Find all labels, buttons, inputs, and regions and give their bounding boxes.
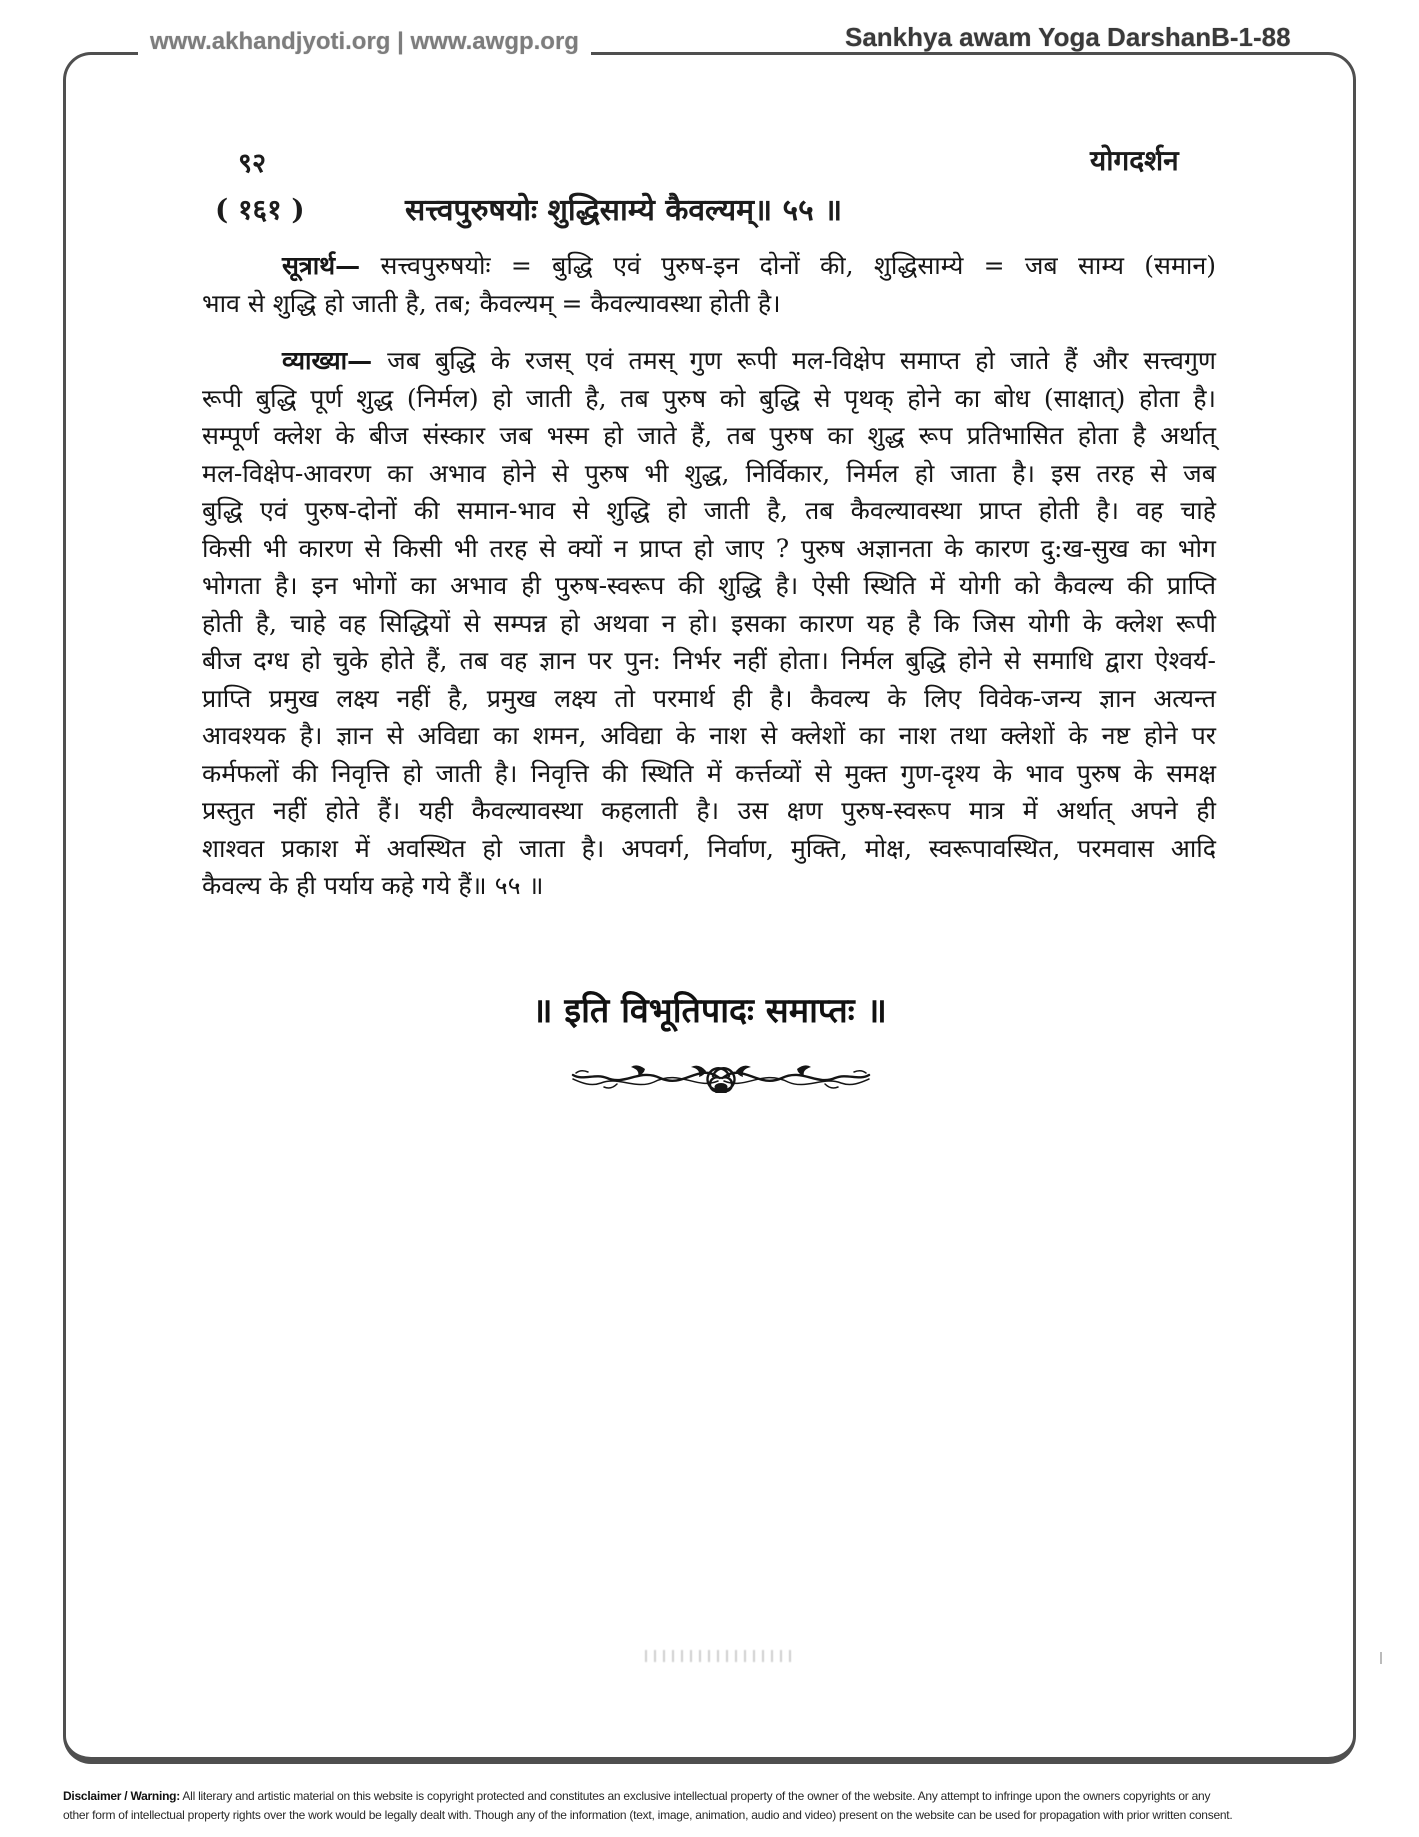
sutrartha-paragraph (202, 247, 1216, 322)
print-through-mark (1380, 1652, 1382, 1664)
text-line: किसी भी कारण से किसी भी तरह से क्यों न प्राप्त हो जाए ? पुरुष अज्ञानता के कारण दु:ख-सुख का भोग (202, 533, 1216, 563)
vyakhya-paragraph (202, 342, 1216, 905)
paragraph-label: सूत्रार्थ— (282, 251, 361, 280)
chapter-closing-line: ॥ इति विभूतिपादः समाप्तः ॥ (532, 991, 887, 1031)
text-line: बुद्धि एवं पुरुष-दोनों की समान-भाव से शुद्धि हो जाती है, तब कैवल्यावस्था प्राप्त होती है। वह चाहे (202, 496, 1216, 525)
text-line: सम्पूर्ण क्लेश के बीज संस्कार जब भस्म हो जाते हैं, तब पुरुष का शुद्ध रूप प्रतिभासित होता है अर्थात् (202, 421, 1216, 450)
text-line: रूपी बुद्धि पूर्ण शुद्ध (निर्मल) हो जाती है, तब पुरुष को बुद्धि से पृथक् होने का बोध (साक्षात्) होता है। (202, 383, 1216, 413)
text-line: प्रस्तुत नहीं होते हैं। यही कैवल्यावस्था कहलाती है। उस क्षण पुरुष-स्वरूप मात्र में अर्थात् अपने ही (202, 796, 1216, 825)
text-line: आवश्यक है। ज्ञान से अविद्या का शमन, अविद्या के नाश से क्लेशों का नाश तथा क्लेशों के नष्ट होने पर (202, 721, 1216, 750)
page-number: ९२ (238, 148, 267, 179)
text-line: कर्मफलों की निवृत्ति हो जाती है। निवृत्ति की स्थिति में कर्त्तव्यों से मुक्त गुण-दृश्य के भाव पुरुष के समक्ष (202, 758, 1216, 788)
sutra-text: सत्त्वपुरुषयोः शुद्धिसाम्ये कैवल्यम्॥ ५५ ॥ (405, 193, 843, 228)
text-line: भोगता है। इन भोगों का अभाव ही पुरुष-स्वरूप की शुद्धि है। ऐसी स्थिति में योगी को कैवल्य की प्राप्ति (202, 571, 1216, 600)
text-line: भाव से शुद्धि हो जाती है, तब; कैवल्यम् = कैवल्यावस्था होती है। (202, 288, 781, 318)
text-line: व्याख्या— जब बुद्धि के रजस् एवं तमस् गुण रूपी मल-विक्षेप समाप्त हो जाते हैं और सत्त्वगुण (282, 346, 1216, 375)
print-through-smudge (645, 1650, 795, 1662)
text-line: प्राप्ति प्रमुख लक्ष्य नहीं है, प्रमुख लक्ष्य तो परमार्थ ही है। कैवल्य के लिए विवेक-जन्य ज्ञान अत्यन्त (202, 683, 1216, 713)
ornament-divider (566, 1056, 876, 1096)
text-line: मल-विक्षेप-आवरण का अभाव होने से पुरुष भी शुद्ध, निर्विकार, निर्मल हो जाता है। इस तरह से जब (202, 458, 1216, 488)
sutra-number: ( १६१ ) (215, 193, 305, 226)
disclaimer-line-2: other form of intellectual property rights over the work would be legally dealt with. Though any of the information (text, image, animation, audio and video) present on the website can be used for propagation with prior written consent. (63, 1808, 1233, 1822)
text-line: बीज दग्ध हो चुके होते हैं, तब वह ज्ञान पर पुन: निर्भर नहीं होता। निर्मल बुद्धि होने से समाधि द्वारा ऐश्वर्य- (202, 646, 1216, 675)
sutra-heading-row (215, 188, 1225, 230)
website-urls-label: www.akhandjyoti.org | www.awgp.org (138, 26, 591, 58)
disclaimer (63, 1787, 1403, 1825)
text-line: होती है, चाहे वह सिद्धियों से सम्पन्न हो अथवा न हो। इसका कारण यह है कि जिस योगी के क्लेश रूपी (202, 608, 1216, 638)
running-title: योगदर्शन (1090, 144, 1179, 177)
text-line: कैवल्य के ही पर्याय कहे गये हैं॥ ५५ ॥ (202, 871, 544, 900)
scan-title-label: Sankhya awam Yoga DarshanB-1-88 (845, 22, 1291, 52)
disclaimer-line-1 (63, 1787, 1403, 1806)
disclaimer-text-1: All literary and artistic material on this website is copyright protected and constitutes an exclusive intellectual property of the owner of the website. Any attempt to infringe upon the owners copyrights or any (182, 1789, 1211, 1803)
paragraph-label: व्याख्या— (282, 346, 373, 375)
disclaimer-label: Disclaimer / Warning: (63, 1789, 180, 1803)
text-line: शाश्वत प्रकाश में अवस्थित हो जाता है। अपवर्ग, निर्वाण, मुक्ति, मोक्ष, स्वरूपावस्थित, परमवास आदि (202, 833, 1216, 863)
text-line: सूत्रार्थ— सत्त्वपुरुषयोः = बुद्धि एवं पुरुष-इन दोनों की, शुद्धिसाम्ये = जब साम्य (समान) (282, 251, 1216, 280)
